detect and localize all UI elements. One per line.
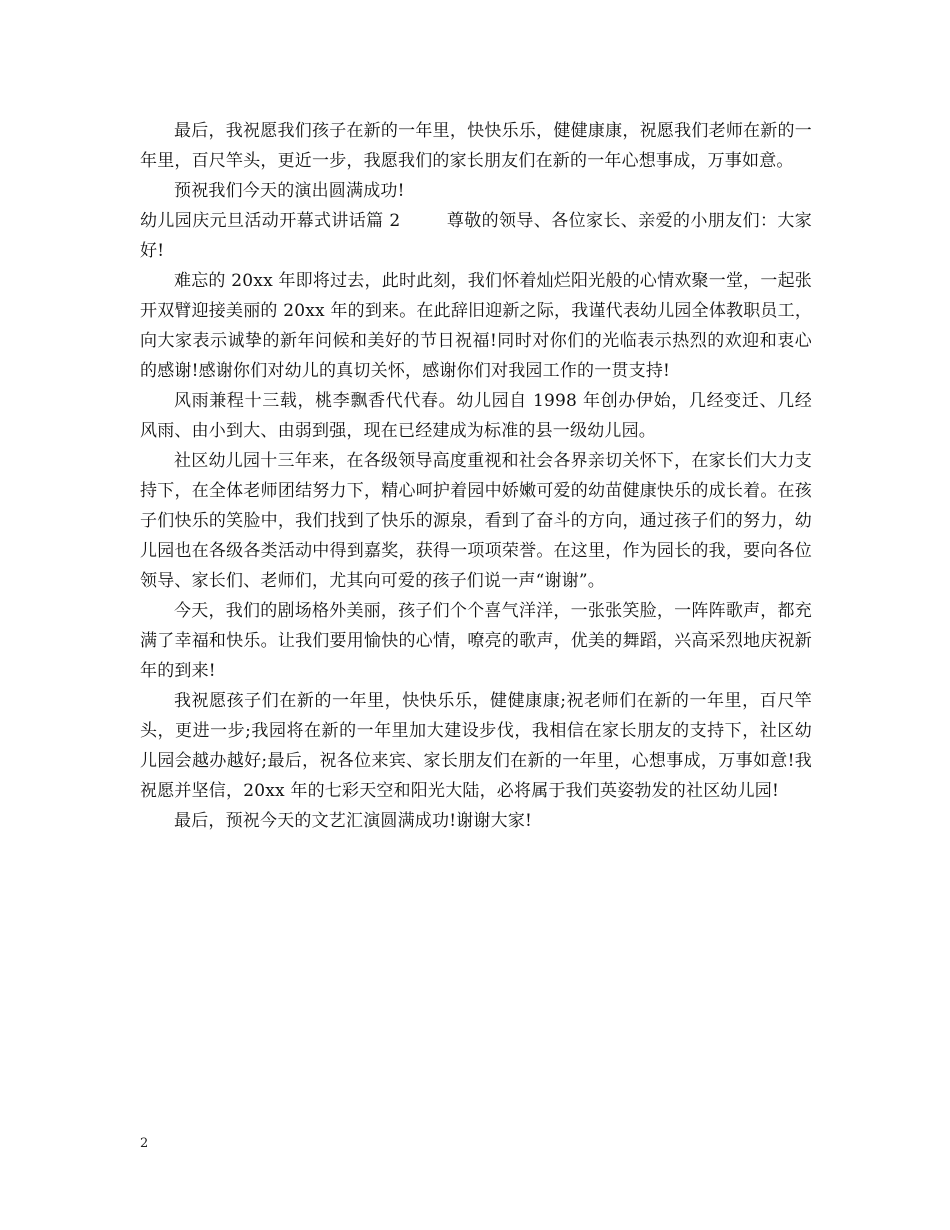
paragraph-wishes-future: 我祝愿孩子们在新的一年里，快快乐乐，健健康康;祝老师们在新的一年里，百尺竿头，更进一步;我园将在新的一年里加大建设步伐，我相信在家长朋友的支持下，社区幼儿园会越办越好;最后，祝各位来宾、家长朋友们在新的一年里，心想事成，万事如意!我祝愿并坚信，20xx 年的七彩天空和阳光大陆，必将属于我们英姿勃发的社区幼儿园! <box>140 691 812 801</box>
paragraph-new-year-greeting: 难忘的 20xx 年即将过去，此时此刻，我们怀着灿烂阳光般的心情欢聚一堂，一起张开双臂迎接美丽的 20xx 年的到来。在此辞旧迎新之际，我谨代表幼儿园全体教职员工，向大家表示诚挚的新年问候和美好的节日祝福!同时对你们的光临表示热烈的欢迎和衷心的感谢!感谢你们对幼儿的真切关怀，感谢你们对我园工作的一贯支持! <box>140 271 813 381</box>
document-body <box>140 116 812 836</box>
paragraph-performance-wish: 预祝我们今天的演出圆满成功! <box>174 181 405 201</box>
page-number: 2 <box>140 1136 149 1151</box>
paragraph-final-thanks: 最后，预祝今天的文艺汇演圆满成功!谢谢大家! <box>174 811 533 831</box>
paragraph-closing-wishes: 最后，我祝愿我们孩子在新的一年里，快快乐乐，健健康康，祝愿我们老师在新的一年里，百尺竿头，更近一步，我愿我们的家长朋友们在新的一年心想事成，万事如意。 <box>140 121 812 171</box>
paragraph-theater-celebration: 今天，我们的剧场格外美丽，孩子们个个喜气洋洋，一张张笑脸，一阵阵歌声，都充满了幸福和快乐。让我们要用愉快的心情，嘹亮的歌声，优美的舞蹈，兴高采烈地庆祝新年的到来! <box>140 601 812 681</box>
paragraph-kindergarten-history: 风雨兼程十三载，桃李飘香代代春。幼儿园自 1998 年创办伊始，几经变迁、几经风雨、由小到大、由弱到强，现在已经建成为标准的县一级幼儿园。 <box>140 391 812 441</box>
paragraph-speech-title: 幼儿园庆元旦活动开幕式讲话篇 2 尊敬的领导、各位家长、亲爱的小朋友们：大家好! <box>140 211 812 261</box>
paragraph-community-kindergarten: 社区幼儿园十三年来，在各级领导高度重视和社会各界亲切关怀下，在家长们大力支持下，在全体老师团结努力下，精心呵护着园中娇嫩可爱的幼苗健康快乐的成长着。在孩子们快乐的笑脸中，我们找到了快乐的源泉，看到了奋斗的方向，通过孩子们的努力，幼儿园也在各级各类活动中得到嘉奖，获得一项项荣誉。在这里，作为园长的我，要向各位领导、家长们、老师们，尤其向可爱的孩子们说一声“谢谢”。 <box>140 451 812 591</box>
